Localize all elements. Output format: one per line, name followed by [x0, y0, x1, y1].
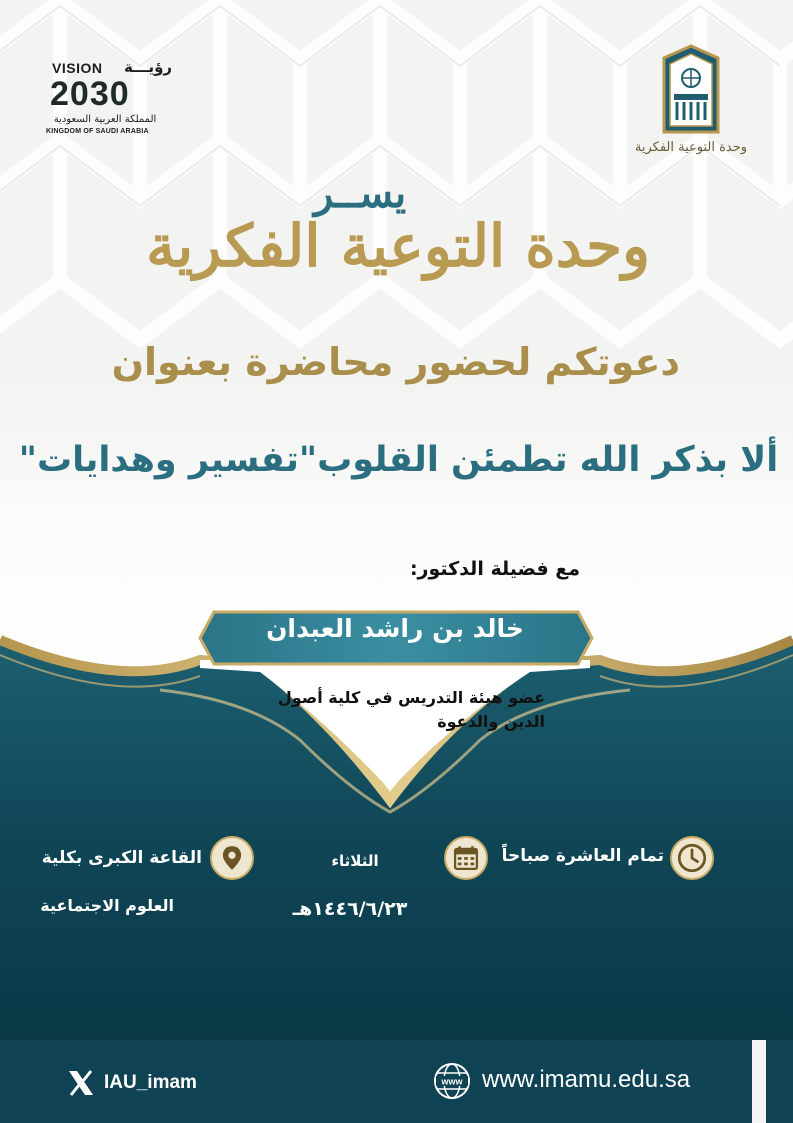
vision-year: 2030 — [50, 75, 130, 113]
university-emblem — [660, 44, 722, 136]
kingdom-arabic: المملكة العربية السعودية — [53, 114, 157, 125]
time-text: تمام العاشرة صباحاً — [501, 846, 664, 866]
unit-logo-text: وحدة التوعية الفكرية — [634, 140, 748, 155]
footer-stripe — [752, 1040, 766, 1123]
pleased-heading: يســر — [313, 170, 407, 217]
web-icon-label: www — [441, 1076, 463, 1087]
globe-www-icon[interactable] — [432, 1061, 472, 1101]
x-logo-icon[interactable] — [66, 1068, 96, 1098]
unit-title-calligraphy: وحدة التوعية الفكرية — [146, 212, 650, 280]
place-line-2: العلوم الاجتماعية — [40, 896, 174, 915]
calendar-icon — [444, 836, 488, 880]
location-pin-icon — [210, 836, 254, 880]
with-doctor-label: مع فضيلة الدكتور: — [409, 558, 580, 580]
kingdom-english: KINGDOM OF SAUDI ARABIA — [46, 128, 149, 135]
vision-word: VISION — [52, 60, 103, 76]
day-text: الثلاثاء — [331, 852, 379, 870]
website-link[interactable]: www.imamu.edu.sa — [482, 1066, 691, 1093]
vision-2030-logo — [44, 58, 174, 138]
invite-line: دعوتكم لحضور محاضرة بعنوان — [111, 340, 680, 384]
x-handle-link[interactable]: IAU_imam — [104, 1072, 197, 1093]
vision-arabic: رؤيـــة — [124, 58, 173, 76]
doctor-role: عضو هيئة التدريس في كلية أصول الدين والدعوة — [277, 688, 545, 731]
place-line-1: القاعة الكبرى بكلية — [41, 848, 202, 868]
clock-icon — [670, 836, 714, 880]
doctor-name: خالد بن راشد العبدان — [266, 614, 524, 643]
date-text: ١٤٤٦/٦/٢٣هـ — [292, 898, 408, 920]
lecture-title: ألا بذكر الله تطمئن القلوب"تفسير وهدايات" — [18, 440, 779, 480]
